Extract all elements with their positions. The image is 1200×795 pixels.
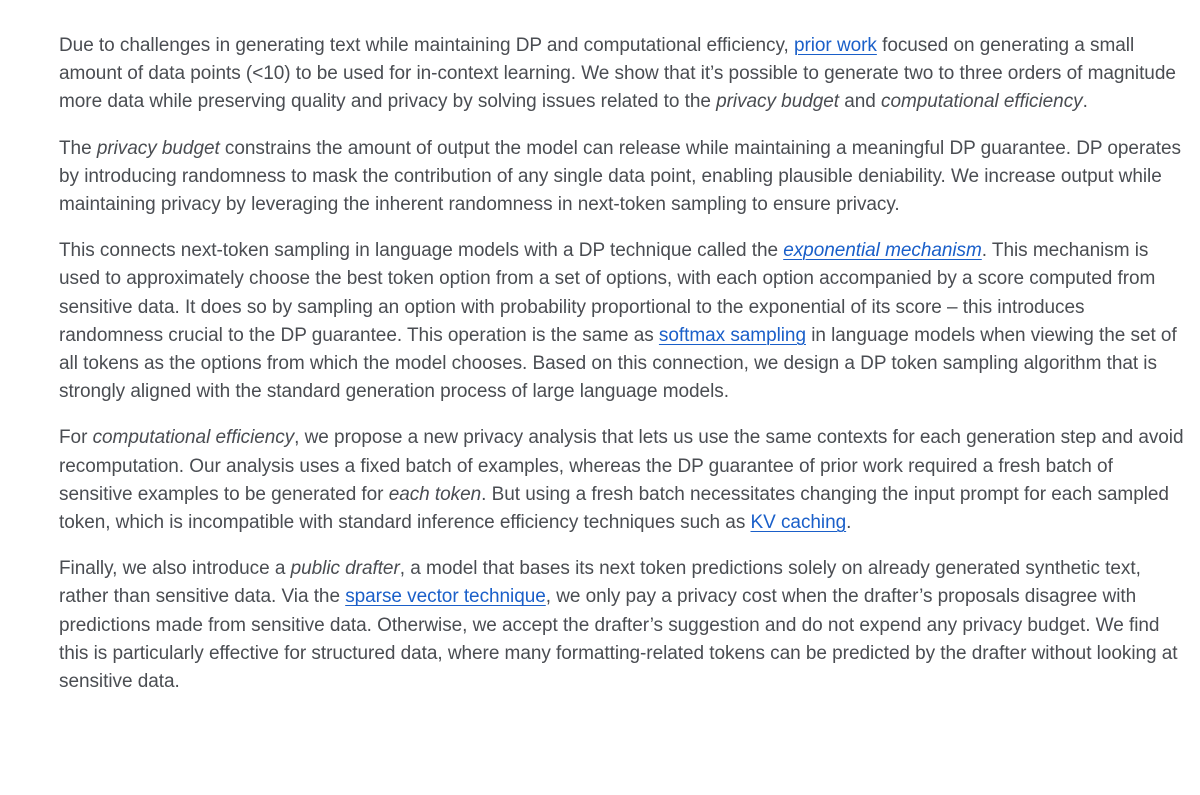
text-run: The — [59, 137, 97, 159]
emphasis-computational-efficiency: computational efficiency — [881, 91, 1083, 113]
text-run: . This mechanism is used to approximately choose the best token option from a set of options, with each option accompanied by a score computed from sensitive data. It does so by sampling an option with probability proportional to the exponential of its score – this introduces randomness crucial to the DP guarantee. This operation is the same as — [59, 240, 1156, 346]
text-run: For — [59, 427, 93, 449]
emphasis-privacy-budget: privacy budget — [716, 91, 839, 113]
softmax-sampling-link[interactable]: softmax sampling — [658, 324, 806, 346]
text-run: . — [846, 512, 852, 534]
text-run: . But using a fresh batch necessitates changing the input prompt for each sampled token, which is incompatible with standard inference efficiency techniques such as — [59, 483, 1169, 534]
exponential-mechanism-link[interactable] — [783, 240, 982, 261]
text-run: , a model that bases its next token predictions solely on already generated synthetic text, rather than sensitive data. Via the — [59, 558, 1141, 608]
text-run: . — [1082, 91, 1088, 113]
paragraph — [59, 135, 1187, 220]
paragraph — [59, 237, 1187, 406]
emphasis-privacy-budget: privacy budget — [96, 137, 220, 159]
paragraph — [59, 424, 1187, 537]
text-run: focused on generating a small amount of data points (<10) to be used for in-context learning. We show that it’s possible to generate two to three orders of magnitude more data while preserving quality and privacy by solving issues related to the — [59, 35, 1176, 113]
text-run: constrains the amount of output the model can release while maintaining a meaningful DP guarantee. DP operates by introducing randomness to mask the contribution of any single data point, enabling plausible deniability. We increase output while maintaining privacy by leveraging the inherent randomness in next-token sampling to ensure privacy. — [59, 137, 1181, 216]
sparse-vector-technique-link[interactable]: sparse vector technique — [345, 586, 546, 608]
article-body — [59, 32, 1187, 714]
text-run: Finally, we also introduce a — [59, 558, 291, 580]
paragraph — [59, 32, 1187, 117]
text-run: , we only pay a privacy cost when the drafter’s proposals disagree with predictions made from sensitive data. Otherwise, we accept the drafter’s suggestion and do not expend any privacy budget. We find this is particularly effective for structured data, where many formatting-related tokens can be predicted by the drafter without looking at sensitive data. — [59, 586, 1178, 693]
emphasis-each-token: each token — [388, 483, 482, 505]
text-run: Due to challenges in generating text while maintaining DP and computational efficiency, — [59, 35, 794, 56]
text-run: and — [839, 91, 882, 113]
emphasis-computational-efficiency: computational efficiency — [92, 427, 295, 449]
text-run: in language models when viewing the set of all tokens as the options from which the model chooses. Based on this connection, we design a DP token sampling algorithm that is strongly aligned with the standard generation process of large language models. — [59, 324, 1177, 403]
text-run: This connects next-token sampling in language models with a DP technique called the — [59, 240, 784, 262]
link-italic-text: exponential mechanism — [783, 240, 982, 262]
kv-caching-link[interactable]: KV caching — [750, 512, 847, 534]
emphasis-public-drafter: public drafter — [290, 558, 400, 580]
prior-work-link[interactable]: prior work — [793, 35, 877, 56]
text-run: , we propose a new privacy analysis that lets us use the same contexts for each generation step and avoid recomputation. Our analysis uses a fixed batch of examples, whereas the DP guarantee of prior work required a fresh batch of sensitive examples to be generated for — [59, 427, 1184, 505]
paragraph — [59, 555, 1187, 696]
